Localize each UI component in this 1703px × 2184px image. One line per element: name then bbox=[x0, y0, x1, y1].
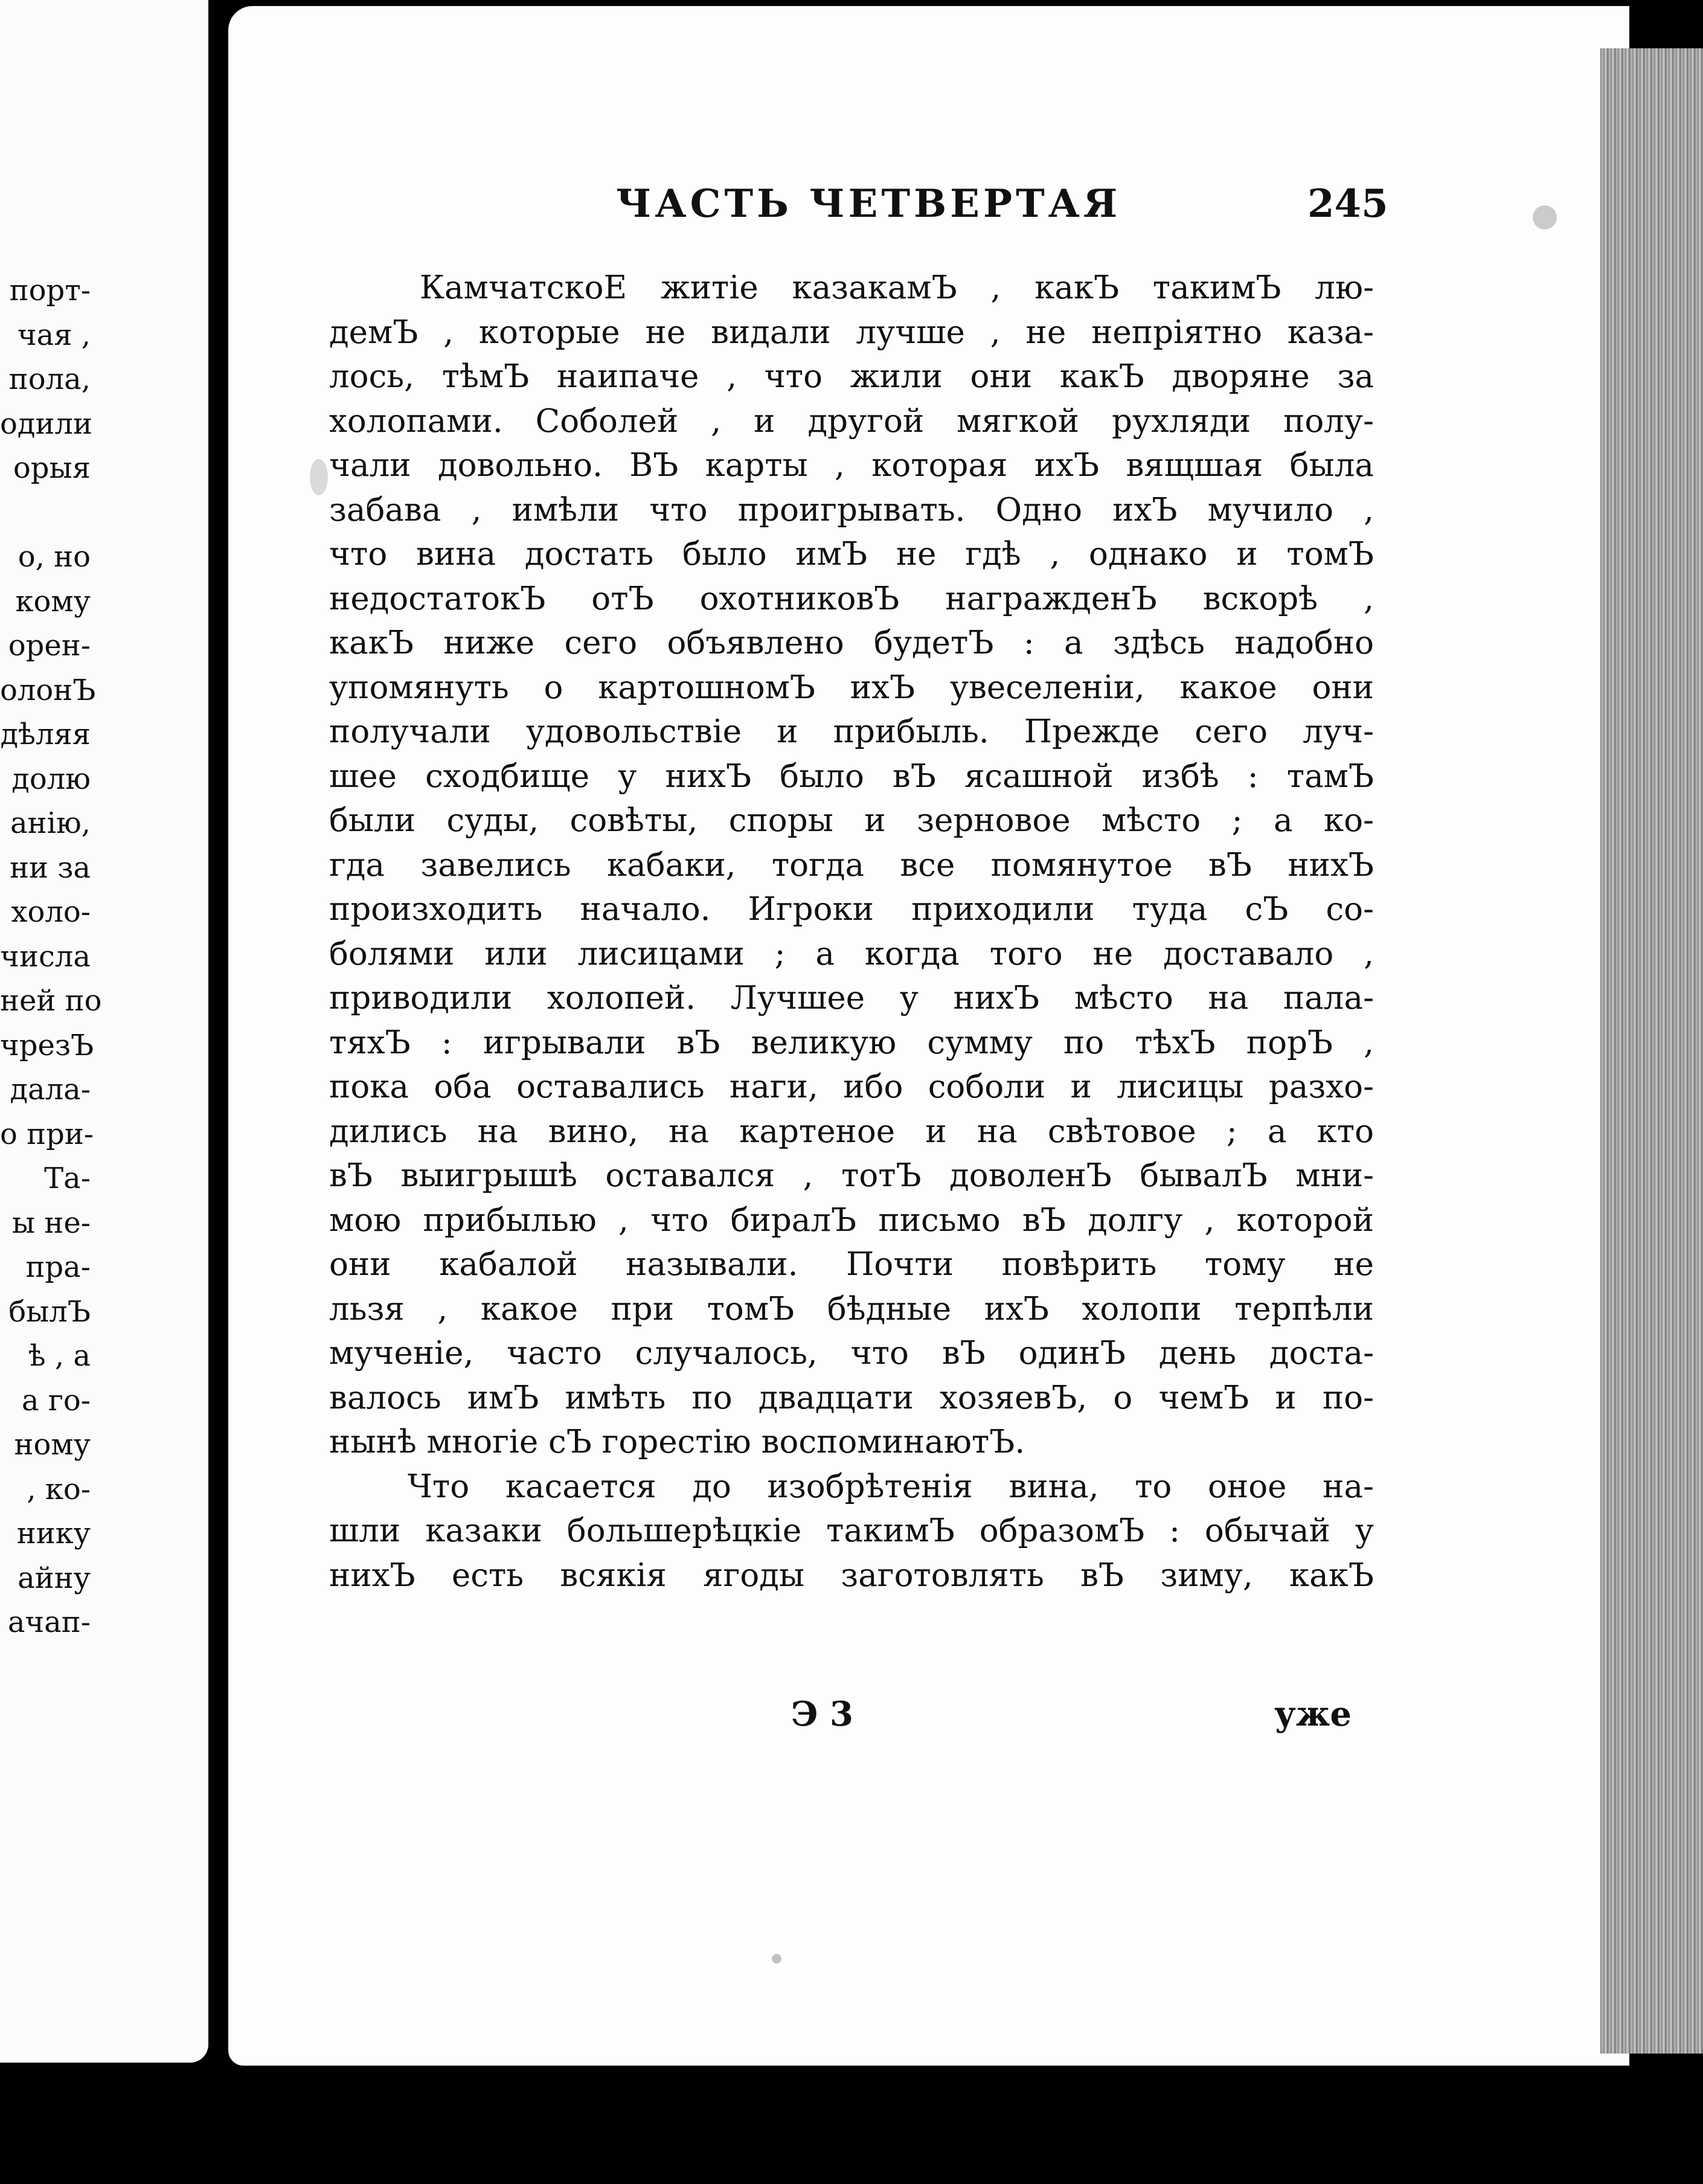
text-line: были суды, совѣты, споры и зерновое мѣсто ; а ко- bbox=[329, 802, 1374, 839]
signature-mark: Э 3 bbox=[791, 1694, 854, 1734]
previous-page-line: чая , bbox=[17, 318, 91, 352]
text-line: приводили холопей. Лучшее у нихЪ мѣсто на пала- bbox=[329, 980, 1374, 1017]
previous-page-line: о, но bbox=[18, 540, 91, 574]
previous-page-line: Та- bbox=[44, 1161, 91, 1195]
text-line: получали удовольствiе и прибыль. Прежде сего луч- bbox=[329, 713, 1374, 750]
previous-page-line: холо- bbox=[11, 895, 91, 929]
previous-page-line: айну bbox=[18, 1561, 91, 1595]
previous-page-line: нику bbox=[16, 1517, 91, 1550]
previous-page-line: , ко- bbox=[27, 1472, 91, 1506]
body-text bbox=[329, 266, 1374, 1598]
text-line: упомянуть о картошномЪ ихЪ увеселенiи, какое они bbox=[329, 669, 1374, 706]
text-line: демЪ , которые не видали лучше , не непрiятно каза- bbox=[329, 313, 1374, 351]
text-line: пока оба оставались наги, ибо соболи и лисицы разхо- bbox=[329, 1068, 1374, 1105]
previous-page-text bbox=[0, 269, 208, 1645]
text-line: шли казаки большерѣцкiе такимЪ образомЪ : обычай у bbox=[329, 1512, 1374, 1549]
text-line: мученiе, часто случалось, что вЪ одинЪ день доста- bbox=[329, 1335, 1374, 1372]
previous-page-line: дѣляя bbox=[0, 718, 91, 751]
previous-page-line: числа bbox=[0, 939, 91, 974]
previous-page-line: одили bbox=[0, 406, 92, 441]
paper-speck bbox=[772, 1954, 781, 1964]
book-gutter bbox=[208, 0, 229, 2184]
previous-page-line: пола, bbox=[8, 362, 91, 396]
previous-page-line: порт- bbox=[9, 274, 91, 307]
text-line: мою прибылью , что биралЪ письмо вЪ долгу , которой bbox=[329, 1201, 1374, 1239]
previous-page-line: кому bbox=[15, 584, 91, 618]
previous-page-line: ачап- bbox=[7, 1605, 91, 1639]
text-line: холопами. Соболей , и другой мягкой рухляди полу- bbox=[329, 402, 1374, 440]
text-line: КамчатскоЕ житiе казакамЪ , какЪ такимЪ лю- bbox=[420, 269, 1374, 306]
text-line: Что касается до изобрѣтенiя вина, то оное на- bbox=[408, 1468, 1374, 1505]
text-line: они кабалой называли. Почти повѣрить тому не bbox=[329, 1246, 1374, 1283]
previous-page-line: ней по bbox=[0, 984, 102, 1018]
running-head bbox=[377, 175, 1464, 242]
text-line: произходить начало. Игроки приходили туда сЪ со- bbox=[329, 891, 1374, 928]
text-line: валось имЪ имѣть по двадцати хозяевЪ, о чемЪ и по- bbox=[329, 1379, 1374, 1416]
paper-speck bbox=[1533, 205, 1557, 230]
previous-page-line: олонЪ bbox=[0, 673, 96, 707]
text-line: лось, тѣмЪ наипаче , что жили они какЪ дворяне за bbox=[329, 358, 1374, 395]
previous-page-line: орен- bbox=[8, 629, 91, 663]
catchword: уже bbox=[1274, 1694, 1352, 1734]
previous-page-line: о при- bbox=[0, 1117, 94, 1151]
previous-page-line: ы не- bbox=[11, 1206, 91, 1240]
previous-page-line: ному bbox=[14, 1428, 91, 1462]
previous-page-line: чрезЪ bbox=[0, 1028, 94, 1062]
previous-page-line: а го- bbox=[21, 1383, 91, 1418]
text-line: шее сходбище у нихЪ было вЪ ясашной избѣ : тамЪ bbox=[329, 757, 1374, 795]
text-line: недостатокЪ отЪ охотниковЪ награжденЪ вскорѣ , bbox=[329, 580, 1374, 617]
text-line: что вина достать было имЪ не гдѣ , однако и томЪ bbox=[329, 536, 1374, 573]
text-line: забава , имѣли что проигрывать. Одно ихЪ мучило , bbox=[329, 491, 1374, 528]
text-line: вЪ выигрышѣ оставался , тотЪ доволенЪ бывалЪ мни- bbox=[329, 1157, 1374, 1194]
text-line: нихЪ есть всякiя ягоды заготовлять вЪ зиму, какЪ bbox=[329, 1556, 1374, 1594]
previous-page-line: долю bbox=[11, 762, 91, 796]
text-line: гда завелись кабаки, тогда все помянутое вЪ нихЪ bbox=[329, 846, 1374, 884]
previous-page-line: пра- bbox=[25, 1250, 91, 1284]
text-line: дились на вино, на картеное и на свѣтовое ; а кто bbox=[329, 1113, 1374, 1150]
previous-page-line: былЪ bbox=[8, 1294, 91, 1329]
text-line: болями или лисицами ; а когда того не доставало , bbox=[329, 935, 1374, 972]
running-title: ЧАСТЬ ЧЕТВЕРТАЯ bbox=[616, 181, 1121, 226]
page-number: 245 bbox=[1307, 181, 1388, 226]
text-line: какЪ ниже сего объявлено будетЪ : а здѣсь надобно bbox=[329, 625, 1374, 661]
previous-page-line: ни за bbox=[9, 850, 91, 885]
previous-page-line bbox=[0, 491, 208, 536]
text-line: чали довольно. ВЪ карты , которая ихЪ вящшая была bbox=[329, 447, 1374, 484]
text-line: нынѣ многiе сЪ горестiю воспоминаютЪ. bbox=[329, 1424, 1025, 1460]
page-edges-stack bbox=[1600, 48, 1703, 2054]
previous-page-line: ѣ , а bbox=[28, 1339, 91, 1373]
paper-speck bbox=[310, 459, 328, 495]
text-line: тяхЪ : игрывали вЪ великую сумму по тѣхЪ порЪ , bbox=[329, 1024, 1374, 1061]
previous-page-line: дала- bbox=[10, 1073, 91, 1106]
previous-page-line: орыя bbox=[13, 451, 91, 485]
text-line: льзя , какое при томЪ бѣдные ихЪ холопи терпѣли bbox=[329, 1290, 1374, 1328]
previous-page-line: анiю, bbox=[10, 806, 91, 840]
previous-page-fragment bbox=[0, 0, 208, 2063]
